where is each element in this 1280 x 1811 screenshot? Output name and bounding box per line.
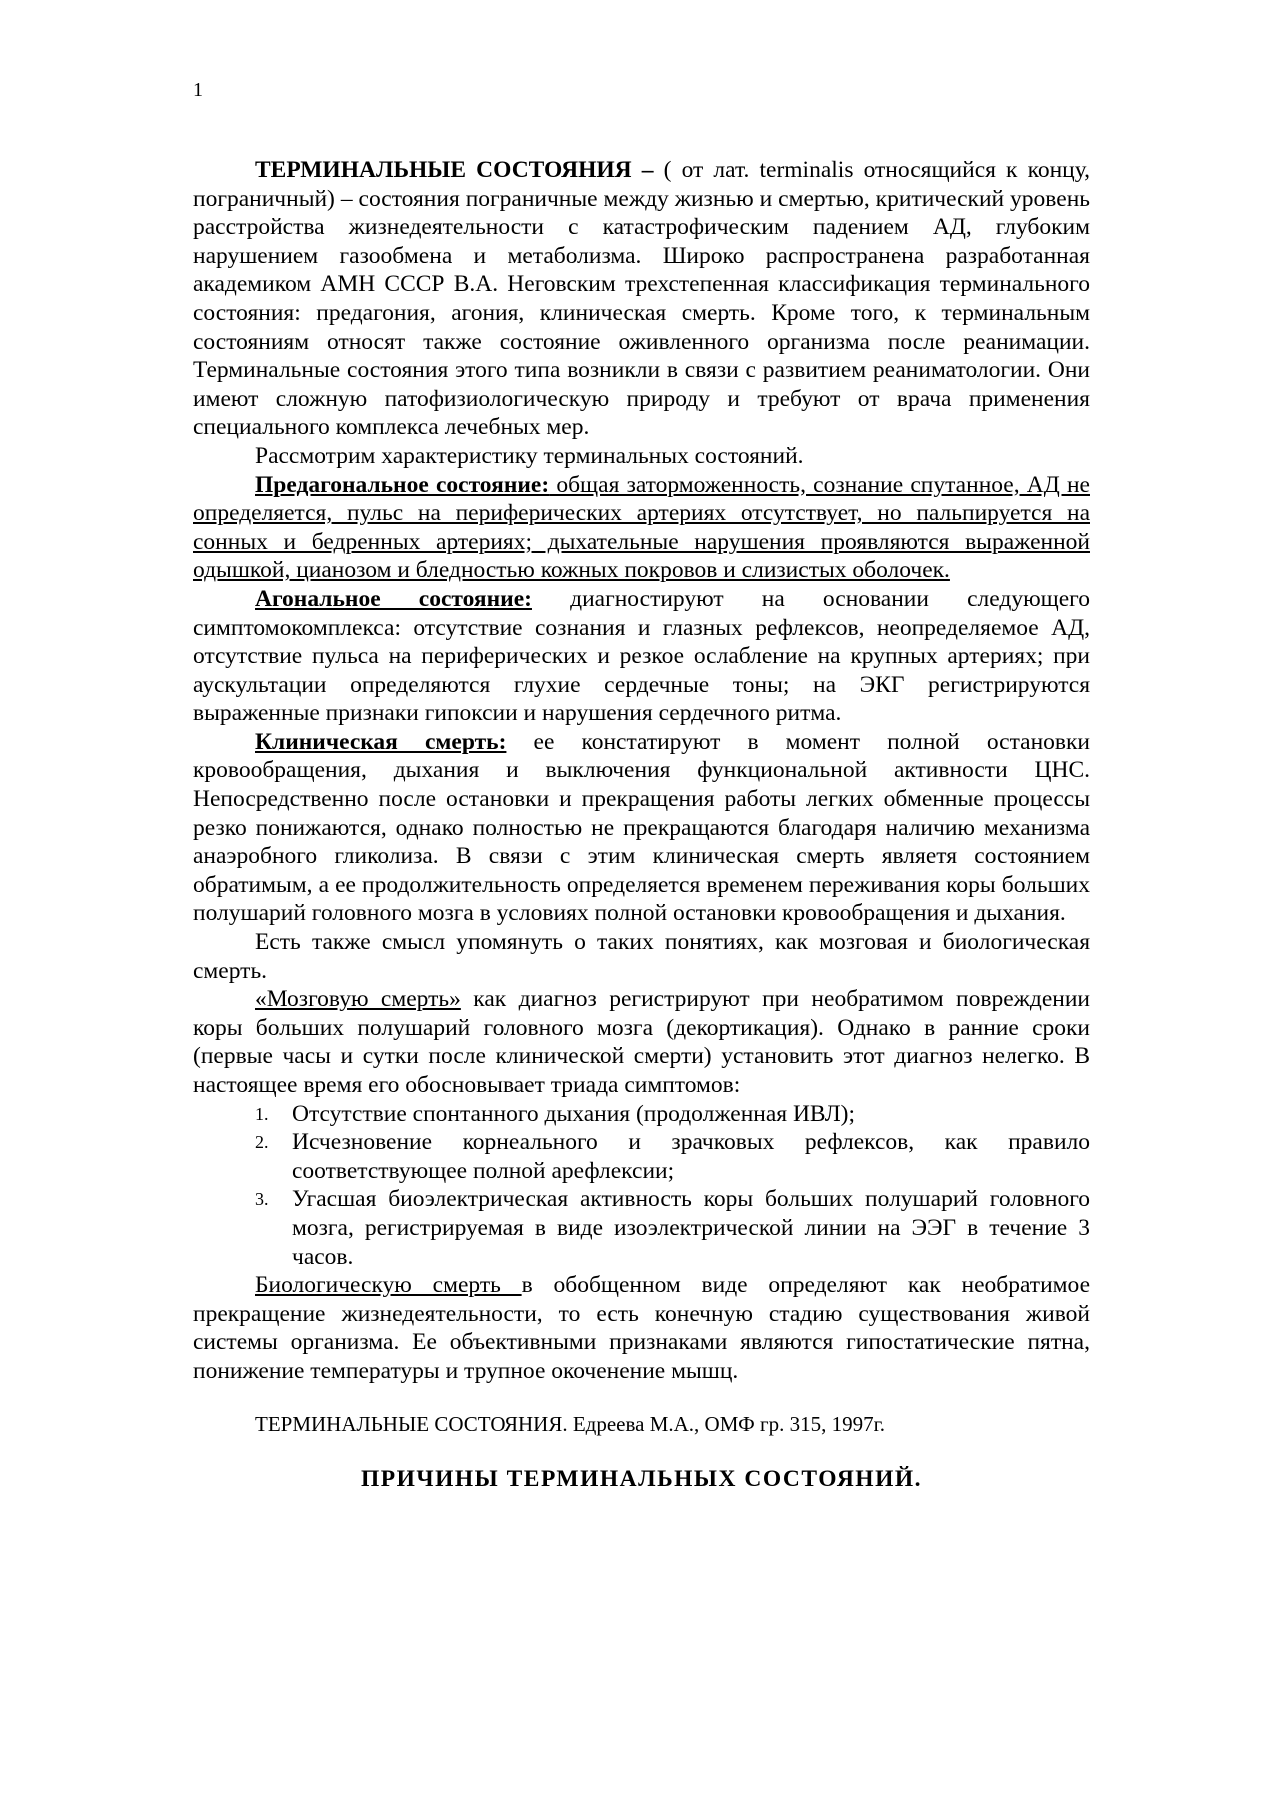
intro-term: ТЕРМИНАЛЬНЫЕ СОСТОЯНИЯ – (255, 157, 654, 183)
agonal-paragraph (193, 585, 1090, 728)
intro-text: ( от лат. terminalis относящийся к концу, пограничный) – состояния пограничные между жизнью и смертью, критический уровень расстройства жизнедеятельности с катастрофическим падением АД, глубоким нарушением газообмена и метаболизма. Широко распространена разработанная академиком АМН СССР В.А. Неговским трехстепенная классификация терминального состояния: предагония, агония, клиническая смерть. Кроме того, к терминальным состояниям относят также состояние оживленного организма после реанимации. Терминальные состояния этого типа возникли в связи с развитием реаниматологии. Они имеют сложную патофизиологическую природу и требуют от врача применения специального комплекса лечебных мер. (193, 157, 1090, 441)
clinical-death-text: ее констатируют в момент полной остановки кровообращения, дыхания и выключения функциональной активности ЦНС. Непосредственно после остановки и прекращения работы легких обменные процессы резко понижаются, однако полностью не прекращаются благодаря наличию механизма анаэробного гликолиза. В связи с этим клиническая смерть являетя состоянием обратимым, а ее продолжительность определяется временем переживания коры больших полушарий головного мозга в условиях полной остановки кровообращения и дыхания. (193, 728, 1090, 927)
page-number: 1 (193, 79, 203, 101)
list-item-text: Отсутствие спонтанного дыхания (продолженная ИВЛ); (292, 1100, 856, 1127)
bio-death-paragraph (193, 1271, 1090, 1385)
list-item-number: 3. (255, 1189, 269, 1210)
list-item (193, 1100, 1090, 1129)
preagonal-term: Предагональное состояние: (255, 471, 550, 498)
section-title: ПРИЧИНЫ ТЕРМИНАЛЬНЫХ СОСТОЯНИЙ. (360, 1465, 923, 1492)
citation-line: ТЕРМИНАЛЬНЫЕ СОСТОЯНИЯ. Едреева М.А., ОМФ гр. 315, 1997г. (255, 1411, 886, 1436)
intro-paragraph (193, 156, 1090, 442)
agonal-text: диагностируют на основании следующего симптомокомплекса: отсутствие сознания и глазных рефлексов, неопределяемое АД, отсутствие пульса на периферических и резкое ослабление на крупных артериях; при аускультации определяются глухие сердечные тоны; на ЭКГ регистрируются выраженные признаки гипоксии и нарушения сердечного ритма. (193, 585, 1090, 727)
preagonal-paragraph (193, 471, 1090, 585)
list-item (193, 1128, 1090, 1185)
clinical-death-paragraph (193, 728, 1090, 928)
brain-death-term: «Мозговую смерть» (255, 986, 461, 1013)
clinical-death-term: Клиническая смерть: (255, 728, 507, 755)
brain-death-paragraph (193, 985, 1090, 1099)
list-item-number: 2. (255, 1132, 269, 1153)
consider-paragraph: Рассмотрим характеристику терминальных состояний. (255, 442, 804, 469)
agonal-term: Агональное состояние: (255, 585, 532, 612)
document-body (193, 156, 1090, 1494)
bio-death-text: в обобщенном виде определяют как необратимое прекращение жизнедеятельности, то есть конечную стадию существования живой системы организма. Ее объективными признаками являются гипостатические пятна, понижение температуры и трупное окоченение мышц. (193, 1272, 1090, 1384)
bio-death-term: Биологическую смерть (255, 1272, 522, 1299)
preagonal-text: общая заторможенность, сознание спутанное, АД не определяется, пульс на периферических артериях отсутствует, но пальпируется на сонных и бедренных артериях; дыхательные нарушения проявляются выраженной одышкой, цианозом и бледностью кожных покровов и слизистых оболочек. (193, 471, 1090, 584)
list-item-text: Угасшая биоэлектрическая активность коры больших полушарий головного мозга, регистрируемая в виде изоэлектрической линии на ЭЭГ в течение 3 часов. (292, 1186, 1090, 1270)
brain-death-text: как диагноз регистрируют при необратимом повреждении коры больших полушарий головного мозга (декортикация). Однако в ранние сроки (первые часы и сутки после клинической смерти) установить этот диагноз нелегко. В настоящее время его обосновывает триада симптомов: (193, 986, 1090, 1098)
mention-paragraph: Есть также смысл упомянуть о таких понятиях, как мозговая и биологическая смерть. (193, 929, 1090, 984)
list-item-text: Исчезновение корнеального и зрачковых рефлексов, как правило соответствующее полной арефлексии; (292, 1129, 1090, 1184)
list-item-number: 1. (255, 1103, 269, 1124)
symptom-list (193, 1100, 1090, 1272)
list-item (193, 1185, 1090, 1271)
